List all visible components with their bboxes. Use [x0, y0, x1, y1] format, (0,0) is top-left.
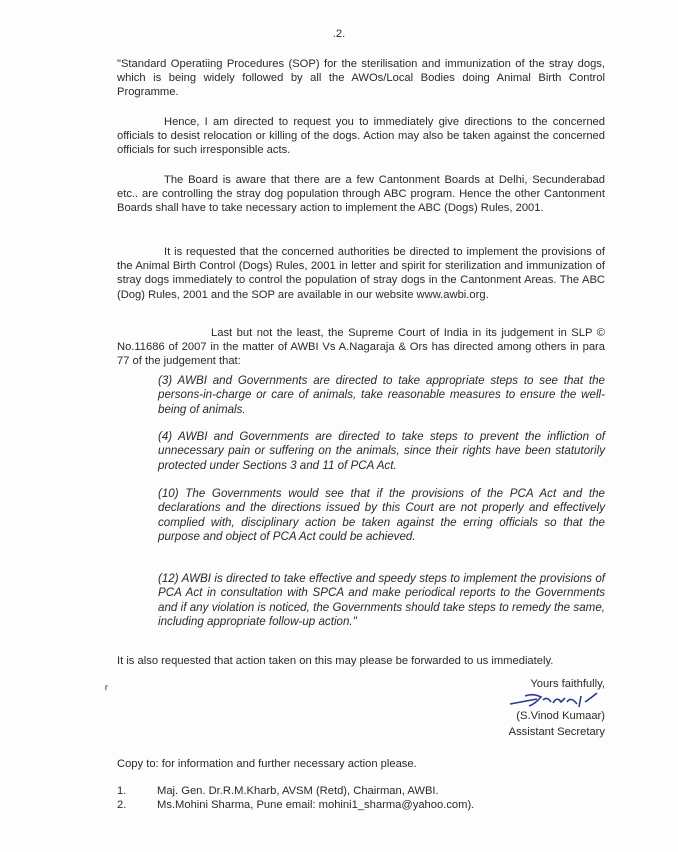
quote-para-10: (10) The Governments would see that if the provisions of the PCA Act and the declarations and the directions issued by this Court are not properly and effectively complied with, disciplinary action be taken against the erring officials so that the purpose and object of PCA Act could be achieved. [158, 487, 605, 544]
scan-mark: ⸢ [104, 683, 110, 699]
website-link[interactable]: www.awbi.org [416, 288, 486, 301]
paragraph-cantonment: The Board is aware that there are a few Cantonment Boards at Delhi, Secunderabad etc.. are controlling the stray dog population through ABC program. Hence the other Cantonment Boards shall have to take necessary action to implement the ABC (Dogs) Rules, 2001. [117, 174, 605, 215]
paragraph-directions: Hence, I am directed to request you to immediately give directions to the concerned officials to desist relocation or killing of the dogs. Action may also be taken against the concerned officials for such irresponsible acts. [117, 116, 605, 157]
handwritten-signature [507, 690, 602, 710]
quote-para-3: (3) AWBI and Governments are directed to take appropriate steps to see that the persons-in-charge or care of animals, take reasonable measures to ensure the well-being of animals. [158, 374, 605, 416]
copy-to-item [117, 798, 474, 812]
copy-to-item [117, 784, 439, 798]
paragraph-sop: "Standard Operatiing Procedures (SOP) for the sterilisation and immunization of the stray dogs, which is being widely followed by all the AWOs/Local Bodies doing Animal Birth Control Programme. [117, 58, 605, 99]
signatory-title: Assistant Secretary [508, 726, 605, 738]
item-text: Ms.Mohini Sharma, Pune email: mohini1_sharma@yahoo.com). [157, 799, 475, 811]
paragraph-request-text: It is requested that the concerned authorities be directed to implement the provisions of the Animal Birth Control (Dogs) Rules, 2001 in letter and spirit for sterilization and immunization of stray dogs immediately to control the population of stray dogs in the Cantonment Areas. The ABC (Dog) Rules, 2001 and the SOP are available in our website [117, 246, 605, 301]
quote-para-12: (12) AWBI is directed to take effective and speedy steps to implement the provisions of PCA Act in consultation with SPCA and make periodical reports to the Governments and if any violation is noticed, the Governments should take steps to remedy the same, including appropriate follow-up action." [158, 572, 605, 629]
closing-request: It is also requested that action taken on this may please be forwarded to us immediately. [117, 655, 554, 667]
page-number: .2. [332, 28, 346, 40]
signatory-name: (S.Vinod Kumaar) [516, 710, 605, 722]
quote-para-4: (4) AWBI and Governments are directed to take steps to prevent the infliction of unnecessary pain or suffering on the animals, since their rights have been statutorily protected under Sections 3 and 11 of PCA Act. [158, 430, 605, 472]
paragraph-supreme-court: Last but not the least, the Supreme Court of India in its judgement in SLP © No.11686 of 2007 in the matter of AWBI Vs A.Nagaraja & Ors has directed among others in para 77 of the judgement that: [117, 327, 605, 368]
item-number: 2. [117, 799, 127, 811]
item-text: Maj. Gen. Dr.R.M.Kharb, AVSM (Retd), Chairman, AWBI. [157, 785, 439, 797]
paragraph-request: It is requested that the concerned authorities be directed to implement the provisions of the Animal Birth Control (Dogs) Rules, 2001 in letter and spirit for sterilization and immunization of stray dogs immediately to control the population of stray dogs in the Cantonment Areas. The ABC (Dog) Rules, 2001 and the SOP are available in our website www.awbi.org. [117, 246, 605, 301]
copy-to-heading: Copy to: for information and further necessary action please. [117, 758, 417, 770]
signature-closing: Yours faithfully, [530, 678, 605, 690]
item-number: 1. [117, 785, 127, 797]
